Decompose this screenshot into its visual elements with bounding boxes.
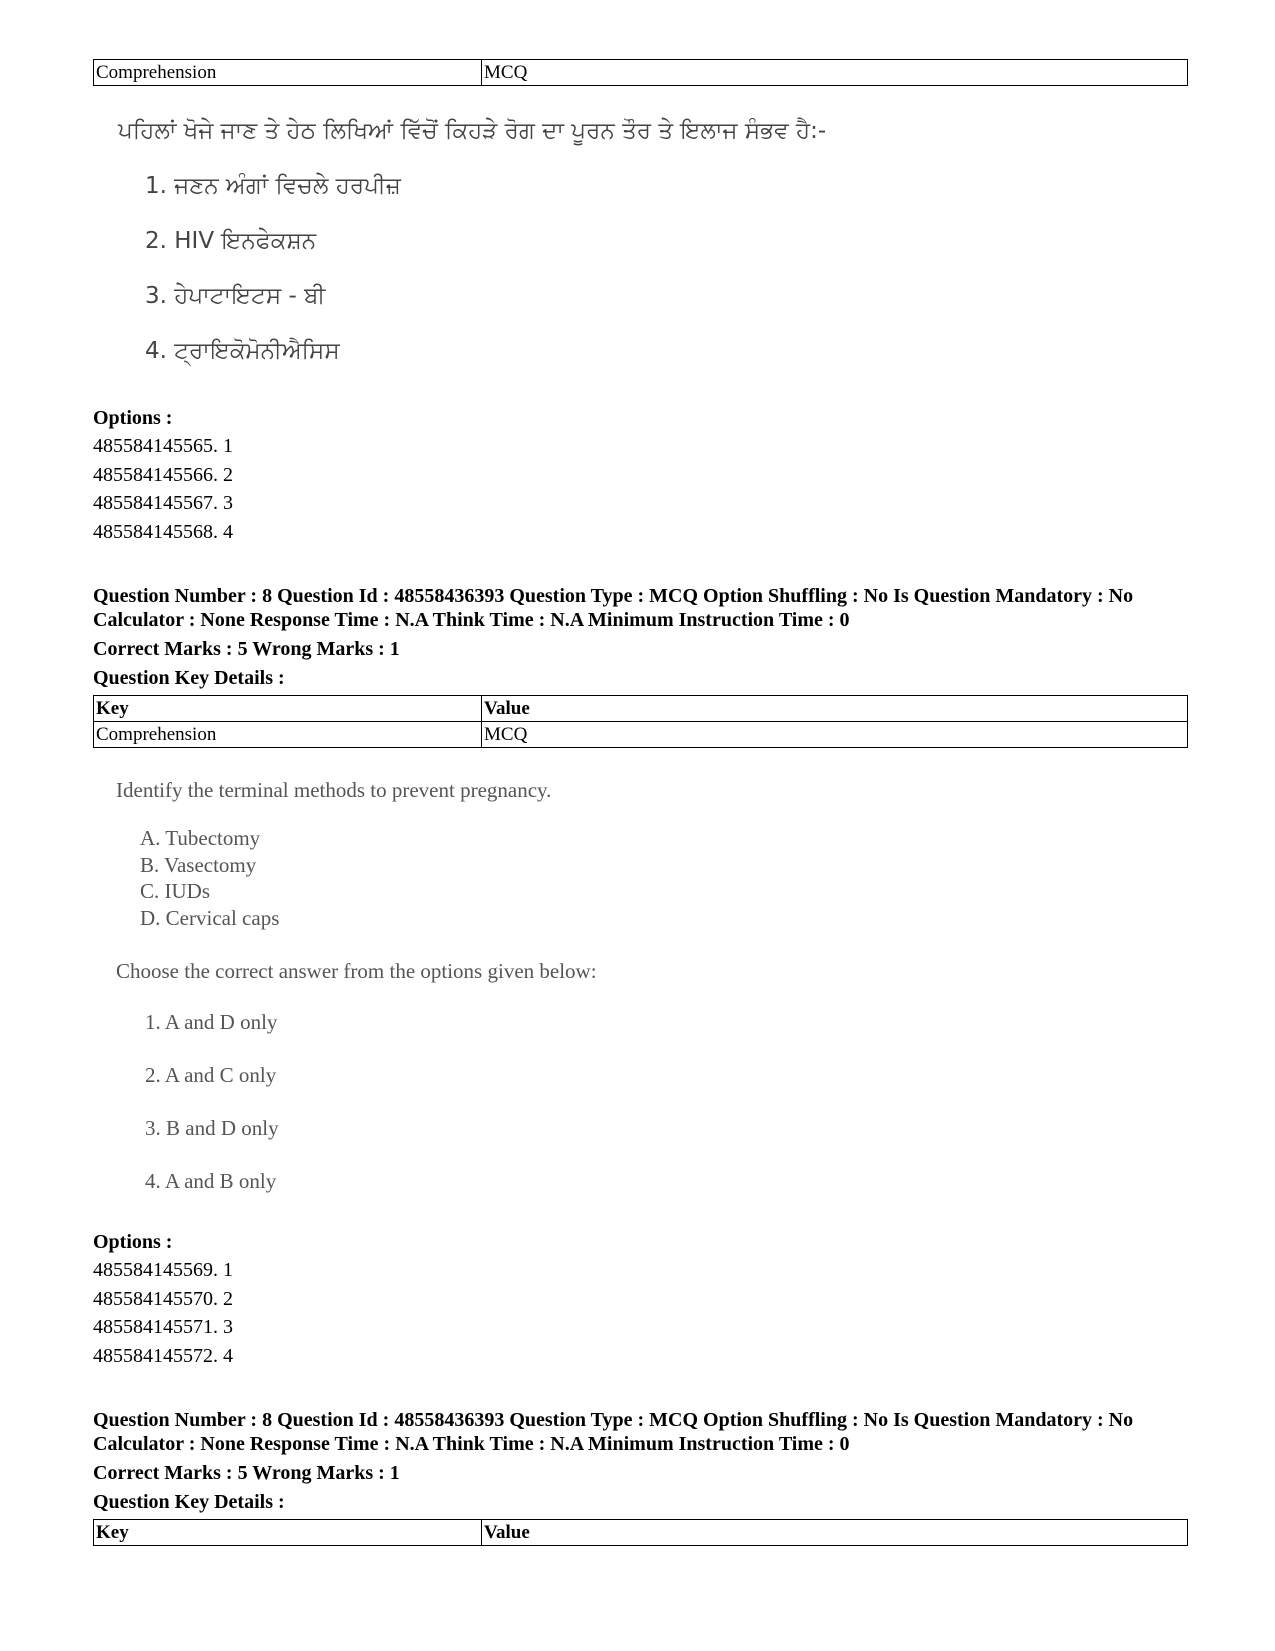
option-item: 485584145570. 2 [93, 1287, 233, 1310]
options-list [93, 432, 233, 546]
question-meta-line1: Question Number : 8 Question Id : 48558436393 Question Type : MCQ Option Shuffling : No Is Question Mandatory : No [93, 1409, 1134, 1431]
question-meta-line1: Question Number : 8 Question Id : 48558436393 Question Type : MCQ Option Shuffling : No Is Question Mandatory : No [93, 585, 1134, 607]
statement-a: A. Tubectomy [140, 826, 261, 850]
choice-1: 1. ਜਣਨ ਅੰਗਾਂ ਵਿਚਲੇ ਹਰਪੀਜ਼ [145, 173, 401, 199]
key-details-label: Question Key Details : [93, 1491, 285, 1513]
choice-3: 3. B and D only [145, 1116, 279, 1140]
table-row [94, 722, 1188, 748]
question-meta-line2: Calculator : None Response Time : N.A Think Time : N.A Minimum Instruction Time : 0 [93, 609, 850, 631]
table-header-value: Value [482, 696, 1188, 722]
marks-line: Correct Marks : 5 Wrong Marks : 1 [93, 1462, 400, 1484]
question-key-table-top [93, 59, 1188, 86]
option-item: 485584145568. 4 [93, 520, 233, 543]
key-details-label: Question Key Details : [93, 667, 285, 689]
option-item: 485584145572. 4 [93, 1344, 233, 1367]
choice-3: 3. ਹੇਪਾਟਾਇਟਸ - ਬੀ [145, 283, 326, 309]
option-item: 485584145566. 2 [93, 463, 233, 486]
question-key-table [93, 695, 1188, 748]
statement-b: B. Vasectomy [140, 853, 257, 877]
question-meta-line2: Calculator : None Response Time : N.A Think Time : N.A Minimum Instruction Time : 0 [93, 1433, 850, 1455]
table-header-value: Value [482, 1520, 1188, 1546]
choice-2: 2. HIV ਇਨਫੇਕਸ਼ਨ [145, 228, 317, 254]
table-header-key: Key [94, 1520, 482, 1546]
question-key-table-next [93, 1519, 1188, 1546]
table-cell-value: MCQ [482, 722, 1188, 748]
question-instruction: Choose the correct answer from the options given below: [116, 959, 597, 983]
question-meta [93, 1408, 1133, 1456]
statement-c: C. IUDs [140, 879, 211, 903]
option-item: 485584145569. 1 [93, 1259, 233, 1281]
choice-4: 4. ਟ੍ਰਾਇਕੋਮੋਨੀਐਸਿਸ [145, 338, 340, 364]
options-label: Options : [93, 407, 173, 429]
options-list [93, 1256, 233, 1370]
choice-1: 1. A and D only [145, 1010, 278, 1034]
choice-4: 4. A and B only [145, 1169, 277, 1193]
question-stem-punjabi: ਪਹਿਲਾਂ ਖੋਜੇ ਜਾਣ ਤੇ ਹੇਠ ਲਿਖਿਆਂ ਵਿੱਚੋਂ ਕਿਹੜੇ ਰੋਗ ਦਾ ਪੂਰਨ ਤੌਰ ਤੇ ਇਲਾਜ ਸੰਭਵ ਹੈ:- [118, 118, 827, 144]
marks-line: Correct Marks : 5 Wrong Marks : 1 [93, 638, 400, 660]
table-cell-value: MCQ [482, 60, 1188, 86]
table-header-key: Key [94, 696, 482, 722]
option-item: 485584145571. 3 [93, 1316, 233, 1338]
choice-2: 2. A and C only [145, 1063, 277, 1087]
question-stem: Identify the terminal methods to prevent pregnancy. [116, 778, 552, 802]
table-row [94, 60, 1188, 86]
option-item: 485584145565. 1 [93, 435, 233, 457]
table-cell-key: Comprehension [94, 60, 482, 86]
statement-d: D. Cervical caps [140, 906, 280, 930]
table-header-row [94, 1520, 1188, 1546]
table-header-row [94, 696, 1188, 722]
table-cell-key: Comprehension [94, 722, 482, 748]
question-meta [93, 584, 1133, 632]
option-item: 485584145567. 3 [93, 492, 233, 514]
options-label: Options : [93, 1231, 173, 1253]
